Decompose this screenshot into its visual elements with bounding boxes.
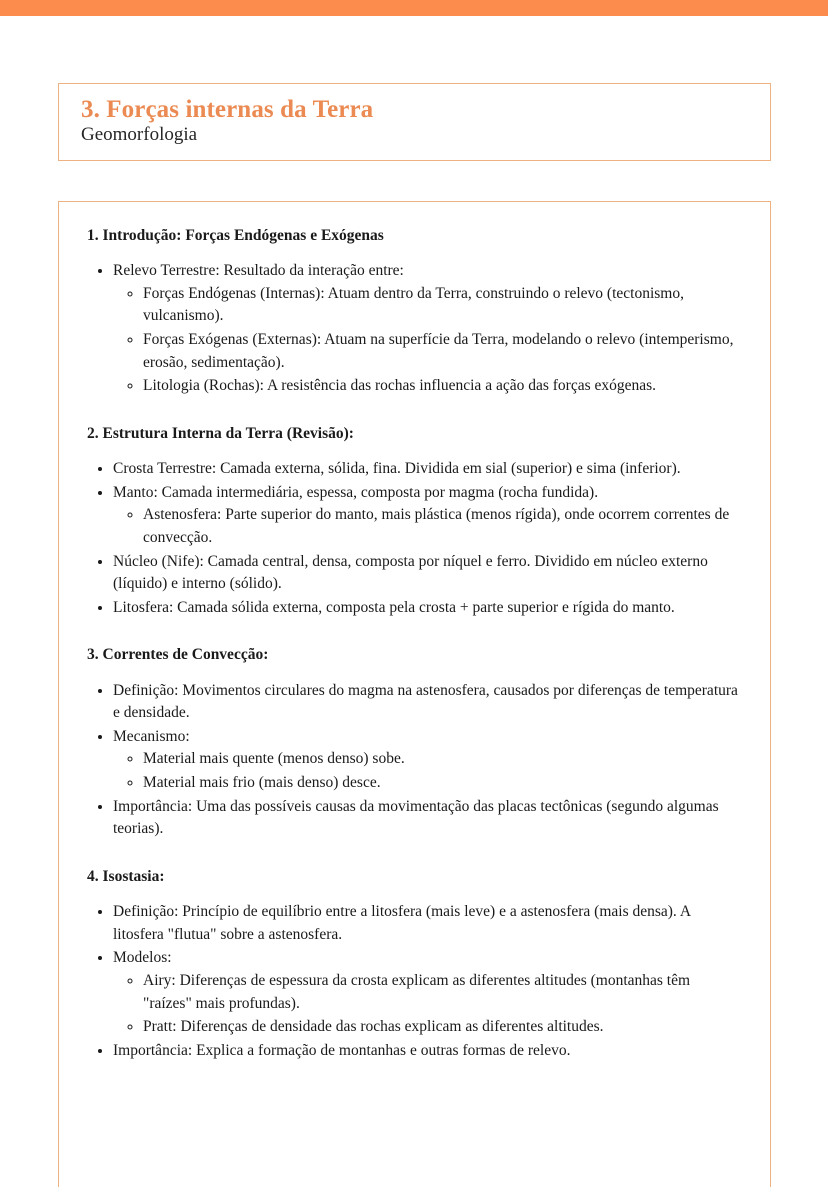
list-item-text: Astenosfera: Parte superior do manto, mais plástica (menos rígida), onde ocorrem correntes de convecção. bbox=[143, 506, 730, 546]
content-section bbox=[87, 645, 742, 841]
bullet-list-level-2 bbox=[113, 970, 742, 1039]
page-subtitle: Geomorfologia bbox=[81, 124, 198, 145]
page-title: 3. Forças internas da Terra bbox=[81, 96, 374, 123]
list-item-text: Forças Endógenas (Internas): Atuam dentro da Terra, construindo o relevo (tectonismo, vulcanismo). bbox=[143, 284, 684, 325]
list-item-text: Material mais quente (menos denso) sobe. bbox=[143, 750, 405, 768]
list-item bbox=[143, 375, 742, 398]
bullet-list-level-1 bbox=[87, 260, 742, 398]
content-section bbox=[87, 424, 742, 620]
list-item-text: Modelos: bbox=[113, 949, 172, 967]
list-item bbox=[113, 597, 742, 620]
list-item bbox=[113, 680, 742, 725]
list-item-text: Pratt: Diferenças de densidade das rochas explicam as diferentes altitudes. bbox=[143, 1018, 604, 1036]
list-item-text: Airy: Diferenças de espessura da crosta explicam as diferentes altitudes (montanhas têm "raízes" mais profundas). bbox=[143, 971, 691, 1012]
content-section bbox=[87, 226, 742, 398]
list-item-text: Manto: Camada intermediária, espessa, composta por magma (rocha fundida). bbox=[113, 483, 599, 501]
title-card bbox=[58, 83, 771, 161]
list-item bbox=[143, 970, 742, 1015]
list-item bbox=[143, 504, 742, 549]
list-item bbox=[143, 283, 742, 328]
section-heading: 2. Estrutura Interna da Terra (Revisão): bbox=[87, 424, 354, 442]
list-item-text: Importância: Uma das possíveis causas da movimentação das placas tectônicas (segundo algumas teorias). bbox=[113, 797, 719, 838]
list-item bbox=[143, 1016, 742, 1039]
list-item bbox=[143, 748, 742, 771]
section-heading: 4. Isostasia: bbox=[87, 867, 165, 885]
list-item bbox=[113, 260, 742, 398]
list-item bbox=[143, 772, 742, 795]
top-accent-bar bbox=[0, 0, 828, 16]
list-item bbox=[113, 551, 742, 596]
content-card bbox=[58, 201, 771, 1187]
list-item bbox=[113, 796, 742, 841]
list-item-text: Material mais frio (mais denso) desce. bbox=[143, 774, 381, 792]
list-item bbox=[113, 458, 742, 481]
list-item-text: Definição: Movimentos circulares do magma na astenosfera, causados por diferenças de temperatura e densidade. bbox=[113, 681, 738, 722]
list-item bbox=[113, 482, 742, 550]
list-item-text: Importância: Explica a formação de montanhas e outras formas de relevo. bbox=[113, 1041, 571, 1059]
list-item-text: Litosfera: Camada sólida externa, composta pela crosta + parte superior e rígida do manto. bbox=[113, 598, 675, 616]
list-item-text: Definição: Princípio de equilíbrio entre a litosfera (mais leve) e a astenosfera (mais densa). A litosfera "flutua" sobre a astenosfera. bbox=[113, 903, 691, 943]
section-heading: 1. Introdução: Forças Endógenas e Exógenas bbox=[87, 227, 384, 244]
bullet-list-level-1 bbox=[87, 901, 742, 1062]
list-item-text: Crosta Terrestre: Camada externa, sólida, fina. Dividida em sial (superior) e sima (inferior). bbox=[113, 460, 681, 478]
bullet-list-level-1 bbox=[87, 458, 742, 619]
list-item bbox=[113, 726, 742, 795]
bullet-list-level-2 bbox=[113, 283, 742, 398]
list-item bbox=[113, 947, 742, 1039]
bullet-list-level-1 bbox=[87, 680, 742, 841]
list-item-text: Relevo Terrestre: Resultado da interação entre: bbox=[113, 262, 404, 280]
bullet-list-level-2 bbox=[113, 504, 742, 549]
bullet-list-level-2 bbox=[113, 748, 742, 794]
list-item bbox=[143, 329, 742, 374]
list-item bbox=[113, 901, 742, 946]
content-section bbox=[87, 867, 742, 1063]
list-item bbox=[113, 1040, 742, 1063]
list-item-text: Núcleo (Nife): Camada central, densa, composta por níquel e ferro. Dividido em núcleo externo (líquido) e interno (sólido). bbox=[113, 552, 708, 593]
list-item-text: Litologia (Rochas): A resistência das rochas influencia a ação das forças exógenas. bbox=[143, 377, 657, 395]
list-item-text: Mecanismo: bbox=[113, 727, 190, 745]
section-heading: 3. Correntes de Convecção: bbox=[87, 646, 269, 664]
list-item-text: Forças Exógenas (Externas): Atuam na superfície da Terra, modelando o relevo (intemperismo, erosão, sedimentação). bbox=[143, 331, 734, 371]
